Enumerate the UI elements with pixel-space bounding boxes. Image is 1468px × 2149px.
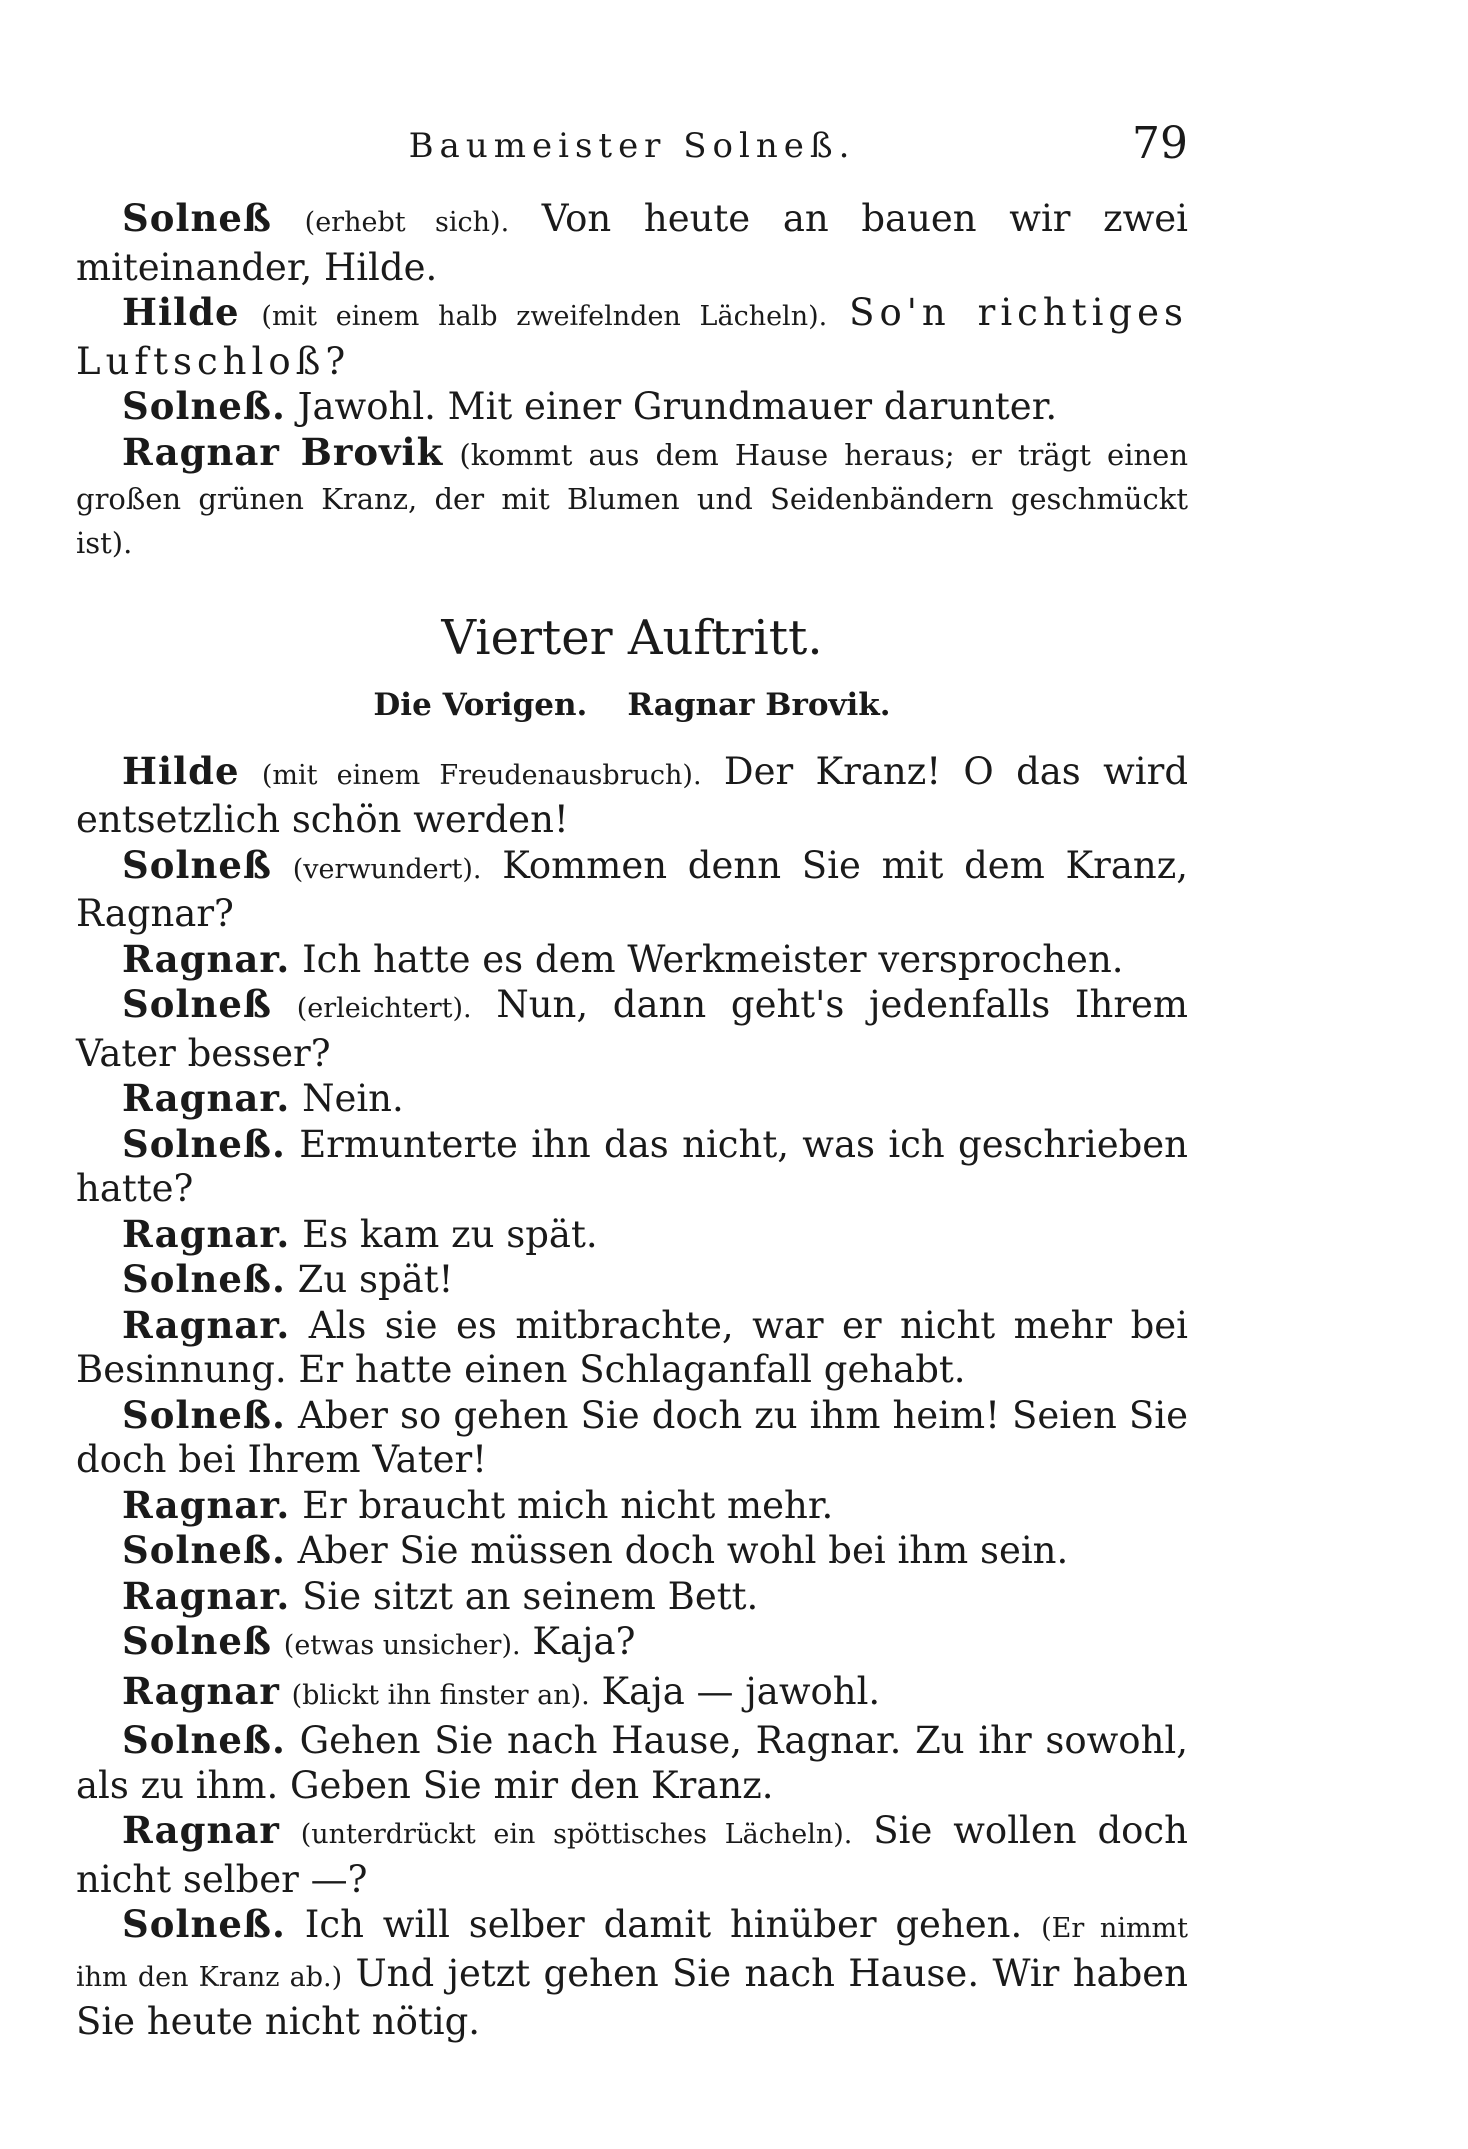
running-title: Baumeister Solneß.	[408, 126, 856, 166]
dialogue-line	[76, 1619, 1188, 1669]
speaker: Ragnar.	[122, 1211, 291, 1256]
speech: Kaja — jawohl.	[601, 1669, 881, 1713]
dialogue-line	[76, 1718, 1188, 1808]
stage-direction: (erhebt sich).	[304, 207, 510, 238]
dialogue-line	[76, 1902, 1188, 2045]
speech: Kaja?	[532, 1620, 636, 1663]
stage-direction: (erleichtert).	[296, 993, 472, 1024]
speech: Es kam zu spät.	[302, 1212, 598, 1256]
speech: Aber Sie müssen doch wohl bei ihm sein.	[297, 1529, 1069, 1572]
paragraph	[76, 196, 1188, 290]
speaker: Solneß.	[122, 1902, 286, 1946]
dialogue-line	[76, 1528, 1188, 1574]
scene-title: Vierter Auftritt.	[441, 609, 823, 666]
speaker: Solneß.	[122, 1718, 286, 1762]
speaker: Solneß.	[122, 1257, 286, 1301]
speaker: Ragnar Brovik	[122, 429, 444, 474]
cast-item: Die Vorigen.	[373, 686, 588, 723]
speech: Von heute an bauen wir zwei miteinander, Hilde.	[76, 197, 1188, 289]
speech: Als sie es mitbrachte, war er nicht mehr bei Besinnung. Er hatte einen Schlaganfall gehabt.	[76, 1303, 1189, 1391]
dialogue-line	[76, 843, 1188, 937]
speaker: Solneß.	[122, 1392, 286, 1437]
dialogue-line	[76, 1393, 1188, 1483]
dialogue-line	[76, 1076, 1188, 1122]
speaker: Solneß.	[122, 384, 286, 428]
dialogue-line	[76, 1808, 1188, 1902]
speech: Nun, dann geht's jedenfalls Ihrem Vater besser?	[76, 983, 1189, 1075]
speech: Ermunterte ihn das nicht, was ich geschrieben hatte?	[76, 1122, 1188, 1210]
page-body	[76, 196, 1188, 2045]
speaker: Ragnar	[122, 1668, 280, 1713]
scene-cast	[76, 683, 1188, 727]
speech: Nein.	[302, 1077, 404, 1120]
dialogue-line	[76, 1303, 1188, 1393]
paragraph	[76, 290, 1188, 384]
speech: Der Kranz! O das wird entsetzlich schön werden!	[76, 749, 1189, 841]
speech: Sie wollen doch nicht selber —?	[76, 1809, 1188, 1901]
speaker: Solneß.	[122, 1528, 286, 1572]
paragraph	[76, 384, 1188, 430]
speech: Aber so gehen Sie doch zu ihm heim! Seien Sie doch bei Ihrem Vater!	[76, 1393, 1189, 1481]
speaker: Solneß	[122, 196, 273, 240]
speaker: Solneß	[122, 1619, 273, 1663]
speech: Ich will selber damit hinüber gehen.	[304, 1903, 1023, 1946]
cast-item: Ragnar Brovik.	[627, 686, 891, 723]
speaker: Ragnar.	[122, 1076, 291, 1120]
speaker: Ragnar.	[122, 1482, 291, 1527]
stage-direction: (etwas unsicher).	[283, 1630, 521, 1661]
page-number: 79	[1132, 118, 1188, 169]
speech: Und jetzt gehen Sie nach Hause. Wir haben Sie heute nicht nötig.	[76, 1951, 1189, 2043]
speaker: Ragnar.	[122, 1302, 291, 1347]
dialogue-line	[76, 937, 1188, 983]
dialogue-line	[76, 749, 1188, 843]
dialogue-line	[76, 982, 1188, 1076]
page-header	[76, 118, 1188, 178]
speaker: Solneß	[122, 842, 273, 887]
stage-direction: (mit einem halb zweifelnden Lächeln).	[261, 301, 828, 332]
stage-direction: (verwundert).	[292, 853, 482, 885]
speaker: Solneß	[122, 982, 273, 1026]
stage-direction: (kommt aus dem Hause heraus; er trägt einen großen grünen Kranz, der mit Blumen und Seidenbändern geschmückt ist).	[76, 437, 1188, 560]
speech: Kommen denn Sie mit dem Kranz, Ragnar?	[76, 843, 1188, 935]
speaker: Ragnar.	[122, 1573, 291, 1618]
dialogue-line	[76, 1574, 1188, 1620]
stage-direction: (unterdrückt ein spöttisches Lächeln).	[300, 1819, 853, 1850]
speech: Jawohl. Mit einer Grundmauer darunter.	[297, 385, 1058, 428]
speech: Zu spät!	[297, 1258, 454, 1301]
speech: Sie sitzt an seinem Bett.	[302, 1574, 759, 1618]
stage-direction: (mit einem Freudenausbruch).	[261, 759, 702, 791]
speech: Er braucht mich nicht mehr.	[302, 1483, 834, 1527]
speech: Ich hatte es dem Werkmeister versprochen.	[302, 937, 1124, 981]
speaker: Ragnar	[122, 1808, 280, 1852]
dialogue-line	[76, 1483, 1188, 1529]
speaker: Ragnar.	[122, 936, 291, 981]
dialogue-line	[76, 1122, 1188, 1212]
stage-direction: (Er nimmt ihm den Kranz ab.)	[76, 1913, 1189, 1993]
speaker: Hilde	[122, 290, 240, 334]
dialogue-line	[76, 1212, 1188, 1258]
dialogue-line	[76, 1669, 1188, 1719]
speaker: Solneß.	[122, 1121, 286, 1166]
speech: Gehen Sie nach Hause, Ragnar. Zu ihr sowohl, als zu ihm. Geben Sie mir den Kranz.	[76, 1719, 1189, 1807]
dialogue-line	[76, 1257, 1188, 1303]
stage-direction: (blickt ihn finster an).	[291, 1679, 590, 1711]
paragraph	[76, 430, 1188, 565]
speech: So'n richtiges Luftschloß?	[76, 291, 1189, 383]
speaker: Hilde	[122, 748, 240, 793]
